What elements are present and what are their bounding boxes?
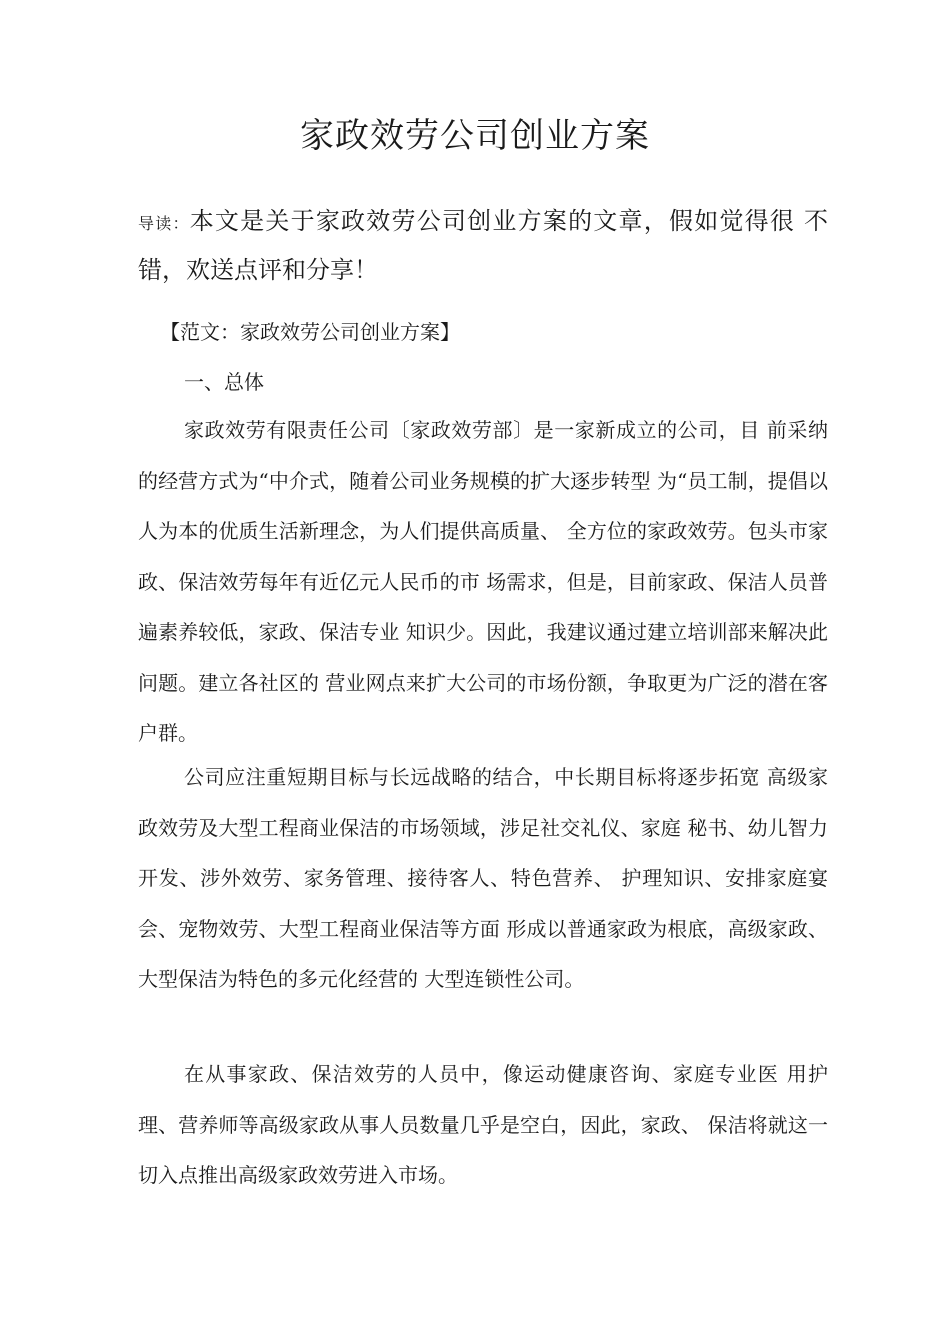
body-paragraph-2: 公司应注重短期目标与长远战略的结合，中长期目标将逐步拓宽 高级家政效劳及大型工程商业保洁的市场领域，涉足社交礼仪、家庭 秘书、幼儿智力开发、涉外效劳、家务管理、接待客人、特色营养、 护理知识、安排家庭宴会、宠物效劳、大型工程商业保洁等方面 形成以普通家政为根底，高级家政、大型保洁为特色的多元化经营的 大型连锁性公司。 bbox=[138, 765, 828, 991]
body-paragraph-3: 在从事家政、保洁效劳的人员中，像运动健康咨询、家庭专业医 用护理、营养师等高级家政从事人员数量几乎是空白，因此，家政、 保洁将就这一切入点推出高级家政效劳进入市场。 bbox=[138, 1062, 828, 1187]
sample-title: 【范文：家政效劳公司创业方案】 bbox=[160, 320, 460, 344]
intro-text: 本文是关于家政效劳公司创业方案的文章，假如觉得很 不错，欢送点评和分享！ bbox=[138, 207, 828, 284]
document-title: 家政效劳公司创业方案 bbox=[300, 116, 650, 156]
section-heading: 一、总体 bbox=[184, 370, 264, 394]
intro-paragraph bbox=[138, 198, 828, 293]
body-paragraph-1: 家政效劳有限责任公司〔家政效劳部〕是一家新成立的公司，目 前采纳的经营方式为“中介式，随着公司业务规模的扩大逐步转型 为“员工制，提倡以人为本的优质生活新理念，为人们提供高质量、 全方位的家政效劳。包头市家政、保洁效劳每年有近亿元人民币的市 场需求，但是，目前家政、保洁人员普遍素养较低，家政、保洁专业 知识少。因此，我建议通过建立培训部来解决此问题。建立各社区的 营业网点来扩大公司的市场份额，争取更为广泛的潜在客户群。 bbox=[138, 418, 828, 745]
intro-label: 导读： bbox=[138, 214, 190, 233]
